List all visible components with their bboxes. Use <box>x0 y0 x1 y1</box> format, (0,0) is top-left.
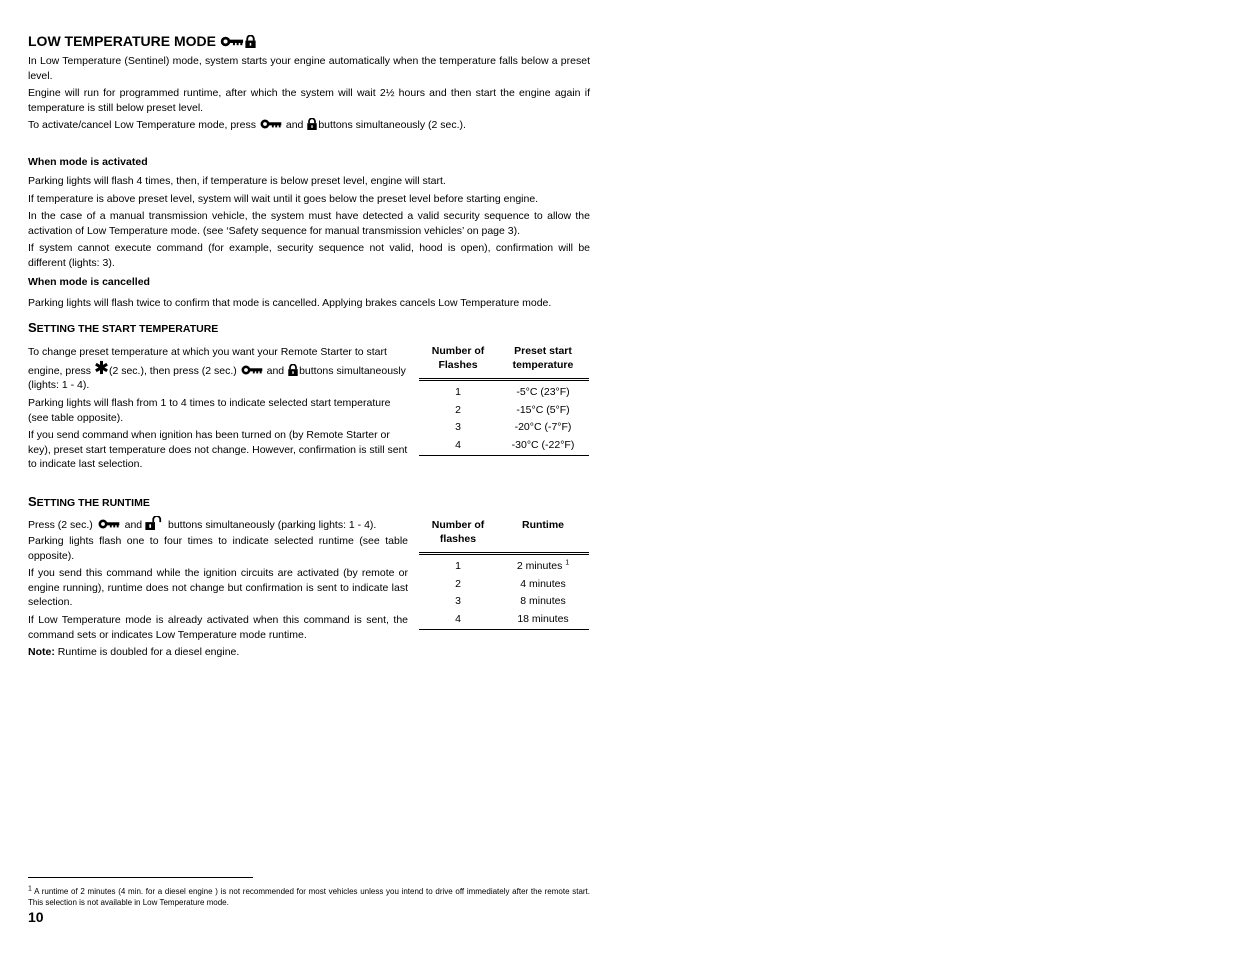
activated-paragraph-4: If system cannot execute command (for example, security sequence not valid, hood is open), confirmation will be different (lights: 3). <box>28 242 590 269</box>
page-title-text: LOW TEMPERATURE MODE <box>28 33 216 49</box>
column-header-runtime-text: Runtime <box>522 519 564 531</box>
table-cell: 8 minutes <box>520 595 566 608</box>
column-header-flashes-text: Number of flashes <box>431 519 485 545</box>
key-button-icon <box>96 518 122 530</box>
lock-closed-icon <box>287 364 299 376</box>
intro-p3-before: To activate/cancel Low Temperature mode, press <box>28 119 257 131</box>
runtime-p1-c: buttons simultaneously (parking lights: 1 - 4). <box>167 519 377 531</box>
table-cell: 18 minutes <box>517 613 569 626</box>
table-cell: 4 <box>455 613 461 626</box>
table-cell: -15°C (5°F) <box>516 403 570 416</box>
activated-heading: When mode is activated <box>28 156 148 168</box>
runtime-paragraph-1 <box>28 516 408 533</box>
start-temperature-heading-rest: ETTING THE START TEMPERATURE <box>36 323 219 335</box>
runtime-p1-b: and <box>124 519 143 531</box>
table-row <box>419 593 589 611</box>
page-title <box>28 33 257 49</box>
lock-closed-icon <box>306 118 318 130</box>
table-cell: -20°C (-7°F) <box>514 421 572 434</box>
column-header-flashes <box>419 344 497 380</box>
runtime-heading-cap: S <box>28 494 37 509</box>
footnote-text: A runtime of 2 minutes (4 min. for a diesel engine ) is not recommended for most vehicles unless you intend to drive off immediately after the remote start. This selection is not available in Low Temperature mode. <box>28 887 591 907</box>
start-temp-p1-c: and <box>266 364 285 377</box>
start-temperature-paragraph-1 <box>28 345 408 393</box>
runtime-p1-a: Press (2 sec.) <box>28 519 93 531</box>
asterisk-button-icon <box>94 360 109 375</box>
start-temperature-heading-cap: S <box>28 320 37 335</box>
table-cell: 3 <box>455 421 461 434</box>
page-number: 10 <box>28 909 44 925</box>
column-header-temperature-text: Preset start temperature <box>512 345 574 371</box>
runtime-paragraph-2: Parking lights flash one to four times to indicate selected runtime (see table opposite). <box>28 535 408 562</box>
start-temperature-heading <box>28 320 218 335</box>
runtime-paragraph-4: If Low Temperature mode is already activated when this command is sent, the command sets or indicates Low Temperature mode runtime. <box>28 614 408 641</box>
footnote-reference: 1 <box>565 559 570 567</box>
table-cell: 1 <box>455 560 461 572</box>
table-cell <box>497 554 589 576</box>
cancelled-paragraph-1: Parking lights will flash twice to confirm that mode is cancelled. Applying brakes cancels Low Temperature mode. <box>28 297 552 309</box>
start-temp-p1-d: buttons simultaneously (lights: 1 - 4). <box>28 364 406 391</box>
activated-paragraph-3: In the case of a manual transmission vehicle, the system must have detected a valid security sequence to allow the activation of Low Temperature mode. (see ‘Safety sequence for manual transmission vehicles’ on page 3). <box>28 210 590 237</box>
intro-p3-after: buttons simultaneously (2 sec.). <box>318 119 466 131</box>
table-cell: 2 <box>455 403 461 416</box>
intro-p3-and: and <box>285 119 304 131</box>
runtime-value: 2 minutes <box>516 560 563 572</box>
table-row <box>419 554 589 576</box>
column-header-flashes <box>419 518 497 554</box>
intro-paragraph-3 <box>28 118 590 133</box>
start-temp-p1-a: To change preset temperature at which you want your Remote Starter to start engine, press <box>28 346 387 377</box>
table-cell: 4 <box>455 439 461 452</box>
table-row <box>419 437 589 455</box>
start-temp-p1-b: (2 sec.), then press (2 sec.) <box>108 364 237 377</box>
key-button-icon <box>220 35 244 48</box>
runtime-heading <box>28 494 150 509</box>
intro-paragraph-2: Engine will run for programmed runtime, after which the system will wait 2½ hours and then start the engine again if temperature is still below preset level. <box>28 87 590 114</box>
note-label: Note: <box>28 646 55 658</box>
manual-page <box>28 0 590 954</box>
activated-paragraph-1: Parking lights will flash 4 times, then, if temperature is below preset level, engine will start. <box>28 175 446 187</box>
table-row <box>419 576 589 594</box>
intro-paragraph-1: In Low Temperature (Sentinel) mode, system starts your engine automatically when the temperature falls below a preset level. <box>28 55 590 82</box>
start-temperature-table <box>419 344 589 456</box>
note-text: Runtime is doubled for a diesel engine. <box>57 646 240 658</box>
footnote-marker: 1 <box>28 885 32 893</box>
column-header-runtime <box>497 518 589 554</box>
table-row <box>419 419 589 437</box>
activated-paragraph-2: If temperature is above preset level, system will wait until it goes below the preset level before starting engine. <box>28 193 539 205</box>
runtime-table <box>419 518 589 630</box>
table-cell: 3 <box>455 595 461 608</box>
table-cell: 2 <box>455 577 461 590</box>
table-header-row <box>419 344 589 380</box>
table-cell: 1 <box>455 386 461 398</box>
table-row <box>419 402 589 420</box>
table-row <box>419 380 589 402</box>
start-temperature-paragraph-2: Parking lights will flash from 1 to 4 times to indicate selected start temperature (see table opposite). <box>28 397 391 424</box>
key-button-icon <box>259 118 283 130</box>
runtime-heading-rest: ETTING THE RUNTIME <box>36 497 150 509</box>
start-temperature-paragraph-3: If you send command when ignition has been turned on (by Remote Starter or key), preset start temperature does not change. However, confirmation is still sent to indicate last selection. <box>28 429 408 470</box>
footnote <box>28 886 590 908</box>
cancelled-heading: When mode is cancelled <box>28 276 150 288</box>
column-header-flashes-text: Number of Flashes <box>431 345 485 371</box>
table-row <box>419 611 589 629</box>
table-cell: -30°C (-22°F) <box>511 439 575 452</box>
runtime-paragraph-3: If you send this command while the ignition circuits are activated (by remote or engine running), runtime does not change but confirmation is sent to indicate last selection. <box>28 567 408 608</box>
table-cell: -5°C (23°F) <box>516 386 570 398</box>
lock-closed-icon <box>244 35 257 48</box>
footnote-divider <box>28 877 253 878</box>
lock-open-icon <box>145 516 165 530</box>
key-button-icon <box>240 364 264 376</box>
table-header-row <box>419 518 589 554</box>
column-header-temperature <box>497 344 589 380</box>
runtime-note <box>28 645 408 660</box>
table-cell: 4 minutes <box>520 577 566 590</box>
